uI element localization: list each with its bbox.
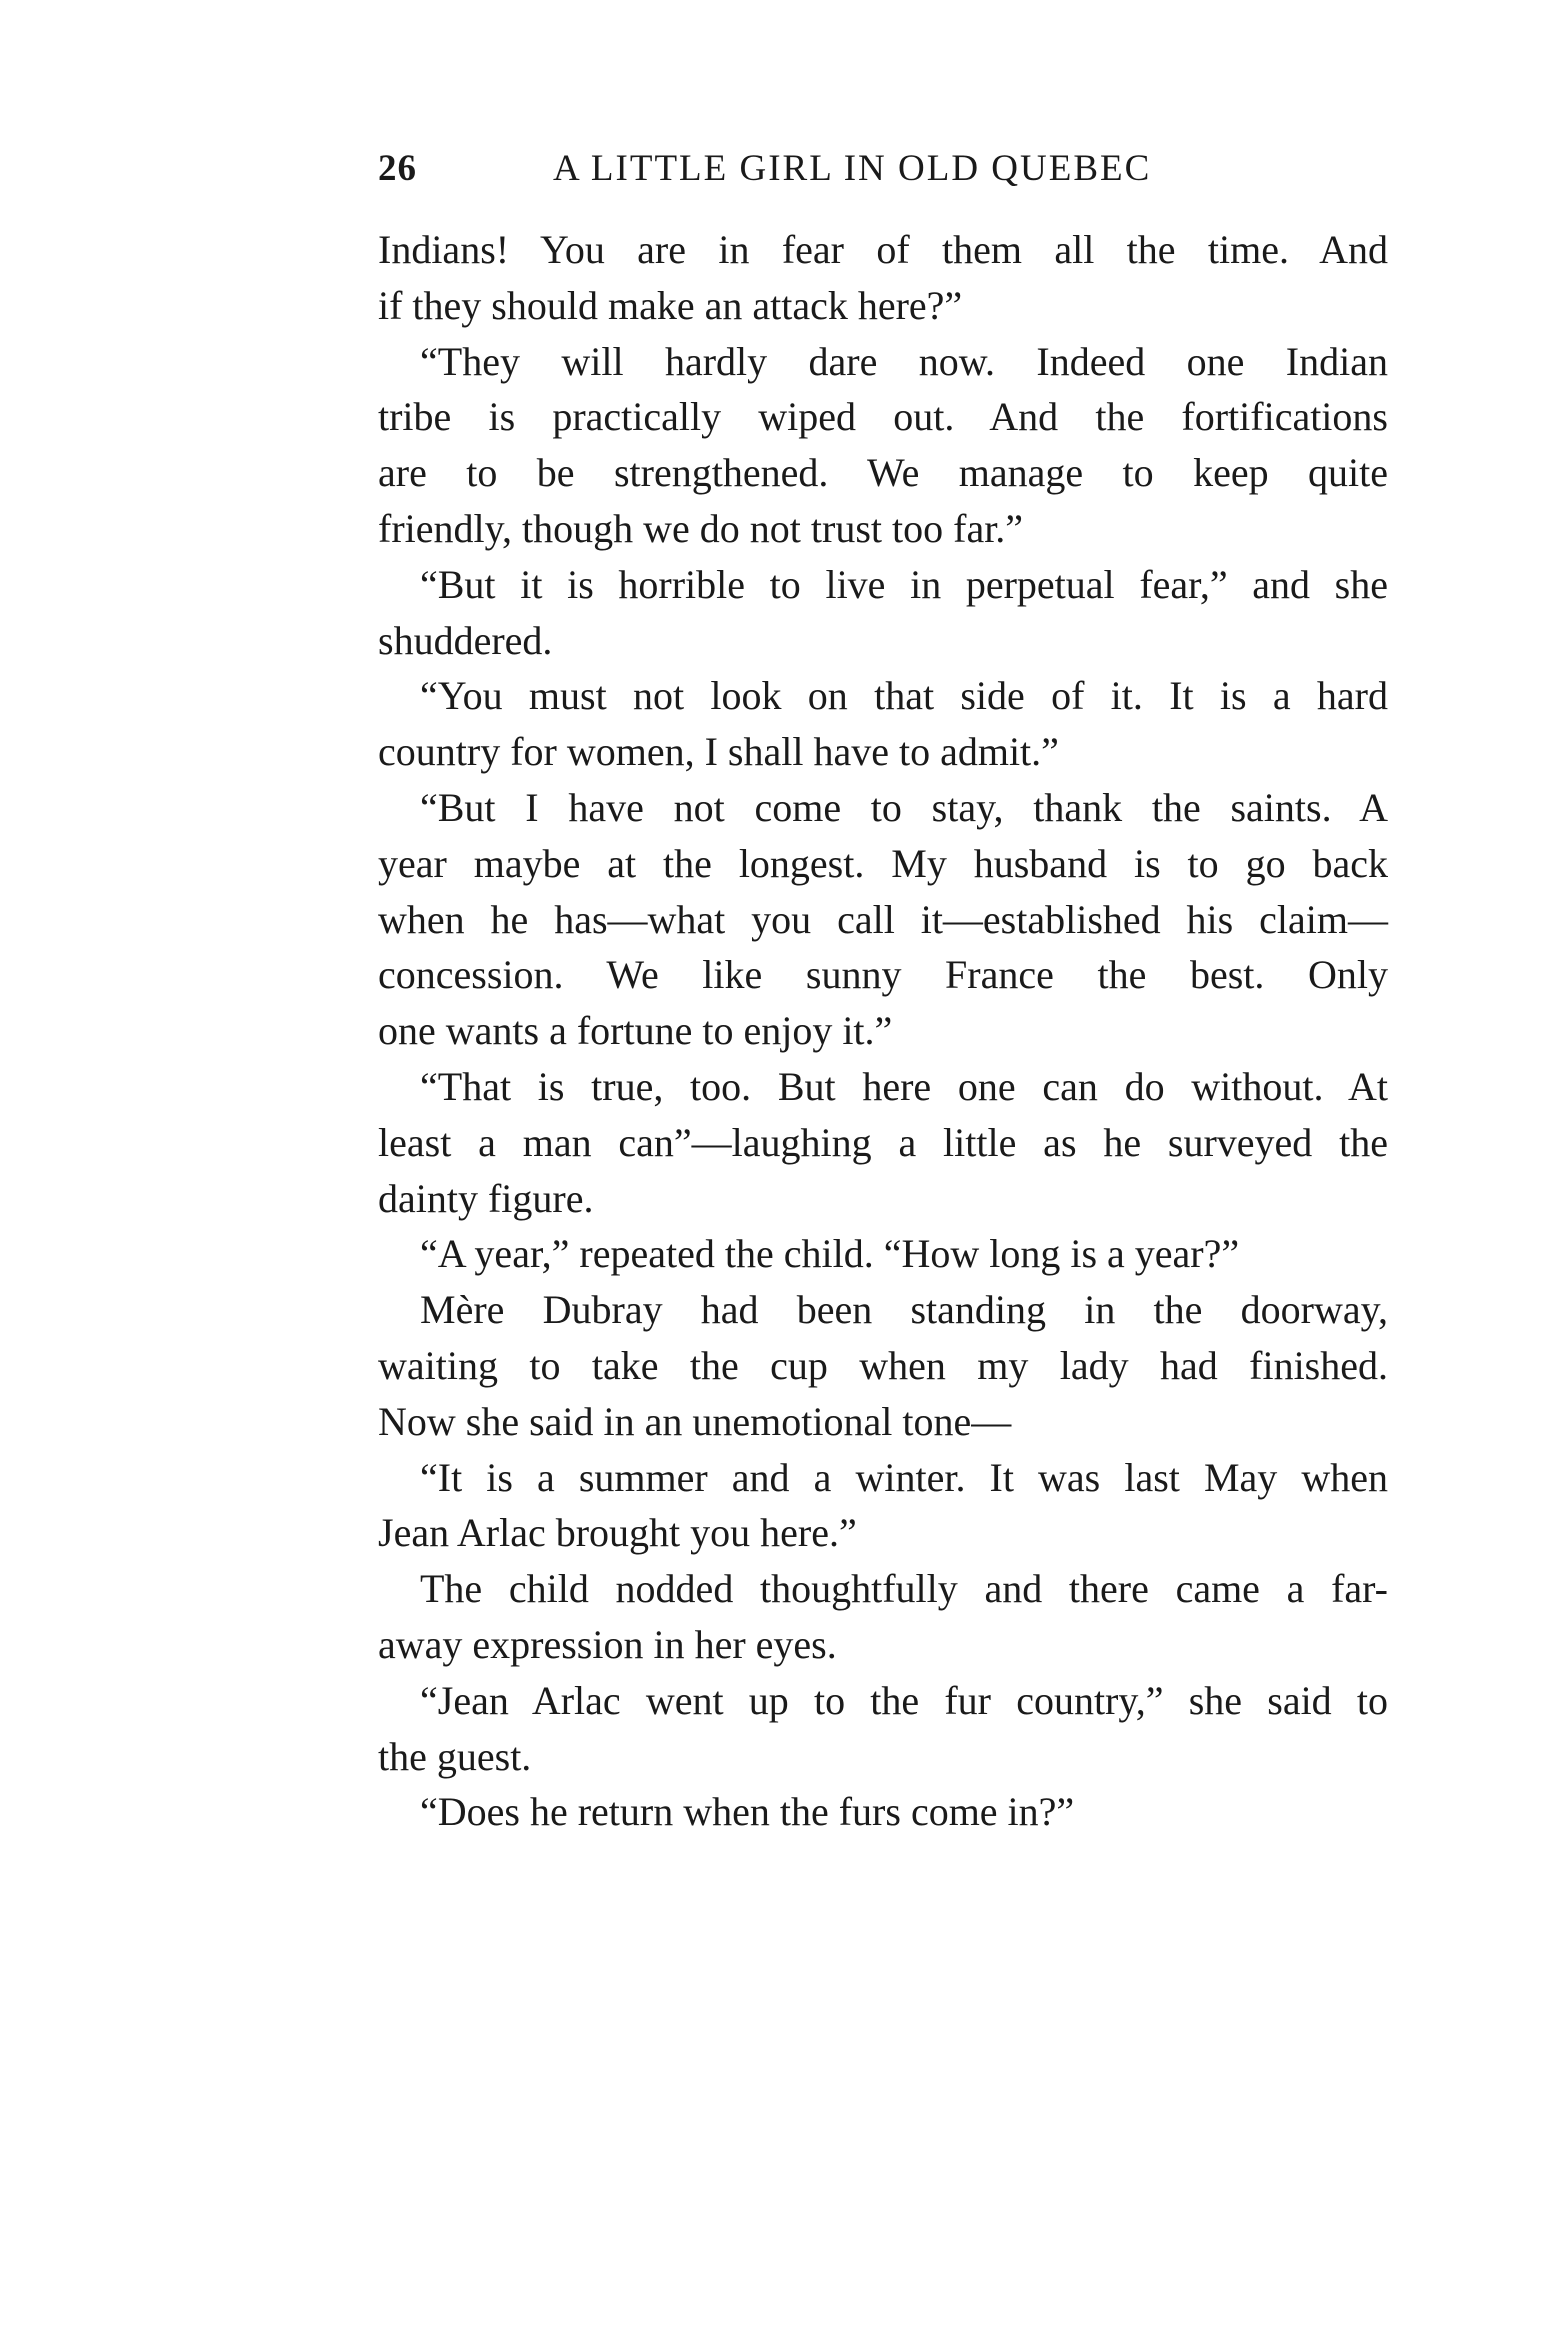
text-line: away expression in her eyes. (378, 1621, 837, 1667)
text-line: The child nodded thoughtfully and there came a far- (420, 1566, 1388, 1612)
text-line: concession. We like sunny France the best. Only (378, 952, 1388, 998)
text-line: “Does he return when the furs come in?” (420, 1789, 1075, 1835)
running-title: A LITTLE GIRL IN OLD QUEBEC (553, 148, 1152, 189)
text-line: are to be strengthened. We manage to keep quite (378, 450, 1388, 496)
text-line: if they should make an attack here?” (378, 282, 963, 328)
text-line: year maybe at the longest. My husband is to go back (378, 840, 1388, 886)
text-line: when he has—what you call it—established his claim— (378, 896, 1388, 942)
text-line: country for women, I shall have to admit.” (378, 729, 1059, 775)
text-line: one wants a fortune to enjoy it.” (378, 1008, 893, 1054)
text-body (378, 222, 1388, 1840)
text-line: least a man can”—laughing a little as he surveyed the (378, 1119, 1388, 1165)
text-line: tribe is practically wiped out. And the fortifications (378, 394, 1388, 440)
text-line: “A year,” repeated the child. “How long is a year?” (420, 1231, 1240, 1277)
text-line: the guest. (378, 1733, 532, 1779)
text-line: “Jean Arlac went up to the fur country,” she said to (420, 1677, 1388, 1723)
text-line: “It is a summer and a winter. It was last May when (420, 1454, 1388, 1500)
text-line: Indians! You are in fear of them all the time. And (378, 227, 1388, 272)
text-line: “You must not look on that side of it. It is a hard (420, 673, 1388, 719)
text-line: Mère Dubray had been standing in the doorway, (420, 1287, 1388, 1333)
text-line: Now she said in an unemotional tone— (378, 1398, 1012, 1444)
text-line: “They will hardly dare now. Indeed one Indian (420, 338, 1388, 384)
text-line: waiting to take the cup when my lady had finished. (378, 1342, 1388, 1388)
text-line: dainty figure. (378, 1175, 594, 1221)
text-line: friendly, though we do not trust too far.” (378, 505, 1024, 551)
page-number: 26 (378, 148, 417, 189)
running-head (378, 144, 1388, 194)
text-line: Jean Arlac brought you here.” (378, 1510, 857, 1556)
text-line: “But it is horrible to live in perpetual fear,” and she (420, 561, 1388, 607)
text-line: shuddered. (378, 617, 553, 663)
text-line: “That is true, too. But here one can do without. At (420, 1063, 1388, 1109)
text-line: “But I have not come to stay, thank the saints. A (420, 784, 1388, 830)
